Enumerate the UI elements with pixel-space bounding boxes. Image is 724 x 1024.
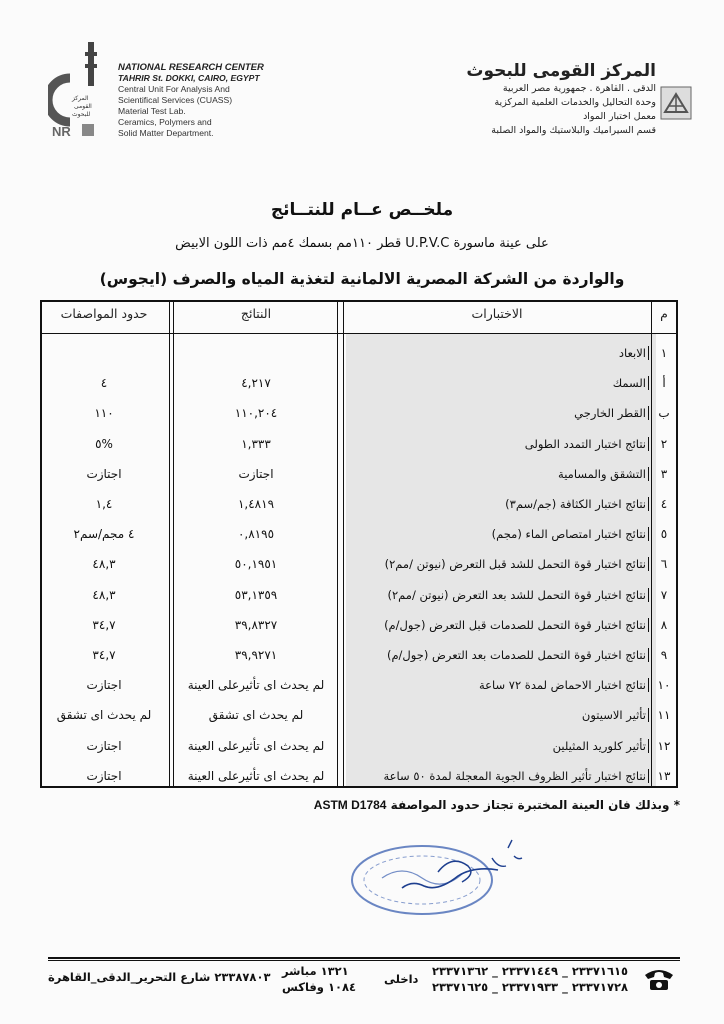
header-results: النتائج <box>240 306 272 321</box>
table-row <box>42 640 676 670</box>
test-name: نتائج اختبار قوة التحمل للشد قبل التعرض (نيوتن /مم٢) <box>385 557 649 571</box>
table-row <box>42 489 676 519</box>
table-row <box>42 429 676 459</box>
spec-limit: ٣٤,٧ <box>92 617 116 632</box>
test-name-cell <box>342 368 652 398</box>
table-row <box>42 398 676 428</box>
direct-line: ١٣٢١ مباشر <box>282 964 349 978</box>
phone-numbers-line2: ٢٣٣٧١٧٢٨ _ ٢٣٣٧١٩٣٣ _ ٢٣٣٧١٦٢٥ <box>432 980 628 994</box>
spec-limit: ١١٠ <box>94 406 114 421</box>
svg-text:NR: NR <box>52 124 71 138</box>
spec-limit: اجتازت <box>86 466 122 481</box>
footnote-mark: * <box>673 798 680 812</box>
test-result: ٣٩,٩٢٧١ <box>234 648 278 662</box>
dept-line2: Solid Matter Department. <box>118 128 214 138</box>
test-name-cell <box>342 549 652 579</box>
table-row <box>42 731 676 761</box>
svg-text:للبحوث: للبحوث <box>72 111 91 118</box>
row-number: ١ <box>660 346 668 360</box>
table-header-row <box>42 302 676 334</box>
spec-limit: ١,٤ <box>95 497 113 511</box>
header-spec: حدود المواصفات <box>60 306 148 321</box>
test-name-cell <box>342 519 652 549</box>
unit-name-line2: Scientifical Services (CUASS) <box>118 95 233 105</box>
footer-rule <box>48 957 680 959</box>
table-row <box>42 610 676 640</box>
spec-limit: اجتازت <box>86 768 122 783</box>
test-result: ١,٤٨١٩ <box>237 497 275 511</box>
unit-name-ar: وحدة التحاليل والخدمات العلمية المركزية <box>494 97 656 108</box>
test-name-cell <box>342 489 652 519</box>
test-name: نتائج اختبار قوة التحمل للصدمات بعد التعرض (جول/م) <box>387 648 649 662</box>
test-name-cell <box>342 398 652 428</box>
standard-code: ASTM D1784 <box>313 798 387 812</box>
test-result: لم يحدث اى تأثيرعلى العينة <box>187 678 325 693</box>
header-arabic <box>416 60 656 138</box>
test-name: نتائج اختبار الاحماض لمدة ٧٢ ساعة <box>479 678 649 692</box>
lab-name: Material Test Lab. <box>118 106 186 116</box>
spec-limit: ٤٨,٣ <box>92 587 116 602</box>
org-name-ar: المركز القومى للبحوث <box>466 61 656 81</box>
row-number: ب <box>658 406 670 421</box>
dept-name-ar: قسم السيراميك والبلاستيك والمواد الصلبة <box>491 125 656 136</box>
test-result: ١,٣٣٣ <box>241 436 271 451</box>
test-result: ١١٠,٢٠٤ <box>234 406 278 421</box>
row-number: ٢ <box>660 436 668 451</box>
spec-limit: %٥ <box>95 436 113 451</box>
spec-limit: لم يحدث اى تشقق <box>56 708 152 723</box>
unit-name-line1: Central Unit For Analysis And <box>118 84 230 94</box>
lab-name-ar: معمل اختبار المواد <box>583 111 656 122</box>
test-name-cell <box>342 700 652 730</box>
test-name-cell <box>342 459 652 489</box>
spec-limit: ٤ مجم/سم٢ <box>73 527 135 542</box>
table-row <box>42 459 676 489</box>
test-name: نتائج اختبار الكثافة (جم/سم٣) <box>505 497 649 511</box>
row-number: ١٣ <box>657 768 671 783</box>
test-result: ٥٣,١٣٥٩ <box>234 587 278 602</box>
row-number: ١٢ <box>657 738 671 753</box>
test-result: ٤,٢١٧ <box>241 376 271 391</box>
test-name: الابعاد <box>619 346 649 360</box>
table-row <box>42 670 676 700</box>
row-number: ٥ <box>660 527 668 542</box>
test-result: لم يحدث اى تشقق <box>208 708 304 723</box>
nrc-emblem-icon <box>660 86 692 120</box>
test-name: تأثير كلوريد المثيلين <box>553 739 649 753</box>
table-row <box>42 338 676 368</box>
org-name: NATIONAL RESEARCH CENTER <box>118 62 264 73</box>
test-name: تأثير الاسيتون <box>582 708 649 722</box>
spec-limit: اجتازت <box>86 738 122 753</box>
spec-limit: اجتازت <box>86 678 122 693</box>
test-result: اجتازت <box>238 466 274 481</box>
table-row <box>42 519 676 549</box>
test-name: نتائج اختبار امتصاص الماء (مجم) <box>492 527 649 541</box>
fax-line: ١٠٨٤ وفاكس <box>282 980 357 994</box>
test-name: نتائج اختبار قوة التحمل للشد بعد التعرض (نيوتن /مم٢) <box>387 588 649 602</box>
test-name-cell <box>342 670 652 700</box>
extension-label: داخلى <box>384 972 419 986</box>
test-name: نتائج اختبار قوة التحمل للصدمات قبل التعرض (جول/م) <box>384 618 649 632</box>
org-address-ar: الدقى . القاهرة . جمهورية مصر العربية <box>502 83 656 94</box>
conclusion-text: وبذلك فان العينة المختبرة تجتاز حدود المواصفة <box>390 798 670 812</box>
test-name-cell <box>342 338 652 368</box>
test-name: نتائج اختبار تأثير الظروف الجوية المعجلة لمدة ٥٠ ساعة <box>384 769 649 783</box>
sample-source: والواردة من الشركة المصرية الالمانية لتغذية المياه والصرف (ايجوس) <box>99 270 625 288</box>
test-result: ٥٠,١٩٥١ <box>234 557 278 572</box>
sample-description: على عينة ماسورة U.P.V.C قطر ١١٠مم بسمك ٤مم ذات اللون الابيض <box>175 236 549 251</box>
row-number: ٨ <box>660 617 668 632</box>
footer-address: ٢٣٣٨٧٨٠٣ شارع التحرير_الدقى_القاهرة <box>48 970 271 984</box>
table-row <box>42 368 676 398</box>
test-name: السمك <box>613 376 649 390</box>
row-number: ١١ <box>657 708 671 723</box>
row-number: ٧ <box>660 587 668 602</box>
official-stamp <box>342 828 532 918</box>
org-address: TAHRIR St. DOKKI, CAIRO, EGYPT <box>118 73 260 83</box>
test-name-cell <box>342 761 652 791</box>
test-result: ٠,٨١٩٥ <box>237 527 275 542</box>
header-num: م <box>660 306 668 321</box>
test-name-cell <box>342 731 652 761</box>
table-row <box>42 700 676 730</box>
results-table <box>40 300 678 788</box>
spec-limit: ٤ <box>100 376 108 391</box>
dept-line1: Ceramics, Polymers and <box>118 117 212 127</box>
test-name: القطر الخارجي <box>574 406 649 420</box>
row-number: ٩ <box>660 648 668 662</box>
phone-icon <box>642 966 676 992</box>
test-result: لم يحدث اى تأثيرعلى العينة <box>187 738 325 753</box>
nrc-logo <box>48 38 110 138</box>
test-name-cell <box>342 580 652 610</box>
footer-rule-thin <box>48 960 680 961</box>
page-title: ملخــص عــام للنتــائج <box>270 200 454 220</box>
test-name-cell <box>342 610 652 640</box>
test-result: ٣٩,٨٣٢٧ <box>234 617 278 632</box>
row-number: ٣ <box>660 466 668 481</box>
svg-text:المركز: المركز <box>72 95 89 102</box>
table-row <box>42 761 676 791</box>
row-number: ١٠ <box>657 678 671 693</box>
table-row <box>42 549 676 579</box>
row-number: ٤ <box>660 497 668 511</box>
phone-numbers-line1: ٢٣٣٧١٦١٥ _ ٢٣٣٧١٤٤٩ _ ٢٣٣٧١٣٦٢ <box>432 964 628 978</box>
svg-text:القومى: القومى <box>74 103 92 110</box>
test-name: نتائج اختبار التمدد الطولى <box>525 437 649 451</box>
header-tests: الاختبارات <box>471 306 523 321</box>
header-english <box>118 62 318 139</box>
conclusion-note <box>314 798 680 812</box>
test-name: التشقق والمسامية <box>558 467 649 481</box>
spec-limit: ٤٨,٣ <box>92 557 116 572</box>
test-name-cell <box>342 429 652 459</box>
row-number: أ <box>662 376 666 391</box>
test-name-cell <box>342 640 652 670</box>
row-number: ٦ <box>660 557 668 572</box>
test-result: لم يحدث اى تأثيرعلى العينة <box>187 768 325 783</box>
table-row <box>42 580 676 610</box>
spec-limit: ٣٤,٧ <box>92 648 116 662</box>
